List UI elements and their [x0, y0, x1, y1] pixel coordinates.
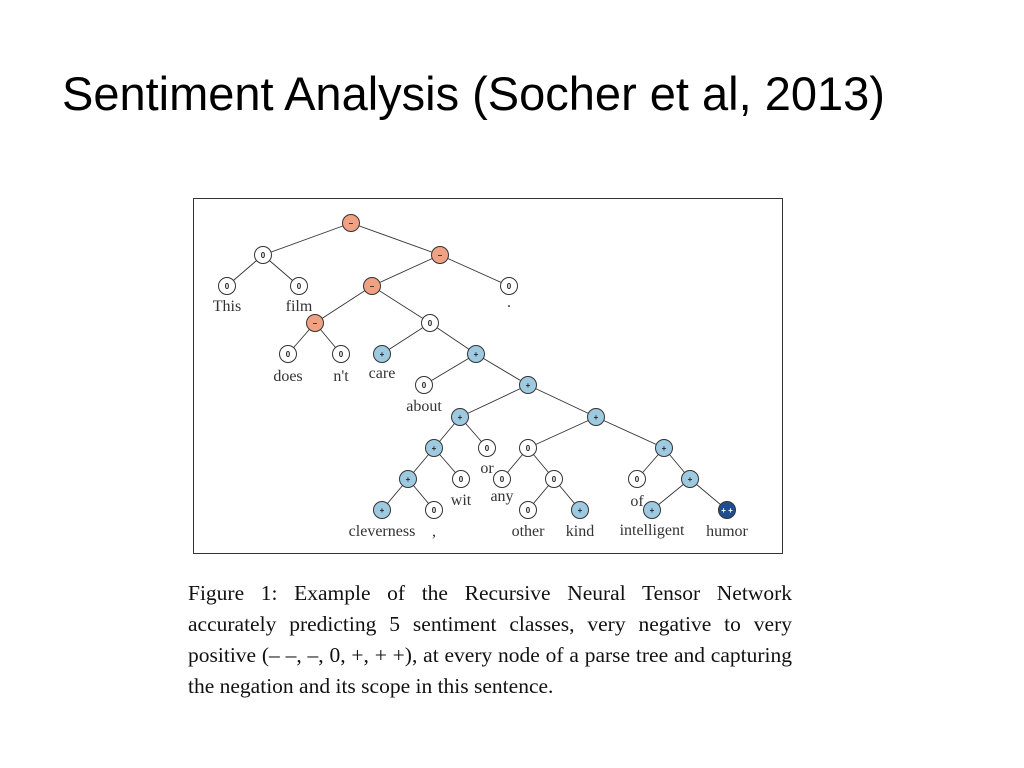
parse-tree-figure — [193, 198, 783, 554]
tree-node-label: + — [473, 350, 479, 359]
tree-word: does — [273, 368, 303, 385]
tree-node-this-film — [255, 247, 272, 264]
tree-edge-of-phrase — [596, 417, 664, 448]
tree-node-label: + — [457, 413, 463, 422]
tree-node-root — [343, 215, 360, 232]
tree-node-label: 0 — [431, 506, 437, 515]
tree-node-or — [479, 440, 496, 457]
tree-node-cleverness — [374, 502, 391, 519]
tree-node-label: – — [369, 282, 375, 291]
tree-node-cw-wit — [426, 440, 443, 457]
tree-node-label: + — [577, 506, 583, 515]
tree-node-does-nt — [307, 315, 324, 332]
tree-node-label: + — [687, 475, 693, 484]
tree-edge-vp-period — [351, 223, 440, 255]
tree-edge-cw-or — [460, 385, 528, 417]
tree-word: other — [511, 523, 545, 540]
tree-node-label: + + — [721, 506, 733, 515]
tree-edge-np — [476, 354, 528, 385]
tree-word: film — [285, 298, 313, 315]
tree-node-any — [494, 471, 511, 488]
tree-node-does — [280, 346, 297, 363]
tree-edge-rest — [528, 385, 596, 417]
tree-node-label: + — [649, 506, 655, 515]
tree-node-care — [374, 346, 391, 363]
tree-word: kind — [565, 523, 595, 540]
tree-node-label: 0 — [525, 506, 531, 515]
tree-node-other — [520, 502, 537, 519]
tree-node-care-about — [422, 315, 439, 332]
tree-node-label: 0 — [458, 475, 464, 484]
tree-node-label: + — [431, 444, 437, 453]
tree-node-label: 0 — [634, 475, 640, 484]
tree-node-nt — [333, 346, 350, 363]
tree-node-np — [520, 377, 537, 394]
tree-word: any — [490, 488, 514, 505]
tree-edge-does-nt — [315, 286, 372, 323]
tree-edge-any-other-kind — [528, 417, 596, 448]
tree-node-about — [416, 377, 433, 394]
tree-node-label: 0 — [296, 282, 302, 291]
tree-word: of — [630, 493, 644, 510]
tree-node-label: + — [661, 444, 667, 453]
figure-caption: Figure 1: Example of the Recursive Neural Tensor Network accurately predicting 5 sentiment classes, very negative to very positive (– –, –, 0, +, + +), at every node of a parse tree and capturing the negation and its scope in this sentence. — [188, 581, 792, 698]
tree-node-about-np — [468, 346, 485, 363]
tree-node-kind — [572, 502, 589, 519]
tree-node-cw-or — [452, 409, 469, 426]
tree-node-vp-period — [432, 247, 449, 264]
tree-node-label: – — [348, 219, 354, 228]
tree-node-label: 0 — [260, 251, 266, 260]
tree-word: This — [212, 298, 242, 315]
tree-node-period — [501, 278, 518, 295]
tree-node-label: 0 — [551, 475, 557, 484]
tree-node-any-other-kind — [520, 440, 537, 457]
tree-edge-vp — [372, 255, 440, 286]
tree-word: about — [406, 398, 442, 415]
tree-node-rest — [588, 409, 605, 426]
tree-node-other-kind — [546, 471, 563, 488]
tree-node-intel-humor — [682, 471, 699, 488]
tree-edges — [224, 223, 727, 510]
tree-node-intelligent — [644, 502, 661, 519]
tree-word: intelligent — [619, 522, 685, 539]
tree-node-label: 0 — [338, 350, 344, 359]
tree-nodes — [219, 215, 736, 519]
slide-title: Sentiment Analysis (Socher et al, 2013) — [62, 67, 885, 120]
tree-edge-care-about — [372, 286, 430, 323]
tree-edge-this-film — [263, 223, 351, 255]
tree-node-wit — [453, 471, 470, 488]
tree-word: . — [507, 294, 511, 311]
tree-node-of-phrase — [656, 440, 673, 457]
tree-node-label: 0 — [427, 319, 433, 328]
tree-node-label: + — [525, 381, 531, 390]
tree-node-film — [291, 278, 308, 295]
tree-node-label: – — [312, 319, 318, 328]
tree-word: care — [368, 365, 396, 382]
tree-node-vp — [364, 278, 381, 295]
tree-edge-about — [424, 354, 476, 385]
tree-node-label: 0 — [484, 444, 490, 453]
tree-node-label: 0 — [499, 475, 505, 484]
tree-word: n't — [333, 368, 349, 385]
tree-node-label: – — [437, 251, 443, 260]
tree-node-this — [219, 278, 236, 295]
tree-word: wit — [450, 492, 472, 509]
tree-node-comma — [426, 502, 443, 519]
tree-word: or — [480, 460, 494, 477]
tree-node-label: 0 — [285, 350, 291, 359]
parse-tree-diagram — [194, 199, 782, 553]
tree-word: humor — [706, 523, 748, 540]
tree-node-of — [629, 471, 646, 488]
tree-words — [213, 294, 749, 540]
tree-edge-period — [440, 255, 509, 286]
tree-word: , — [432, 523, 436, 540]
tree-node-label: 0 — [506, 282, 512, 291]
tree-node-label: + — [379, 506, 385, 515]
tree-node-humor — [719, 502, 736, 519]
tree-node-label: 0 — [525, 444, 531, 453]
tree-node-label: 0 — [421, 381, 427, 390]
tree-node-label: + — [405, 475, 411, 484]
tree-node-label: + — [593, 413, 599, 422]
tree-node-label: + — [379, 350, 385, 359]
tree-node-cw — [400, 471, 417, 488]
tree-word: cleverness — [348, 523, 416, 540]
tree-node-label: 0 — [224, 282, 230, 291]
